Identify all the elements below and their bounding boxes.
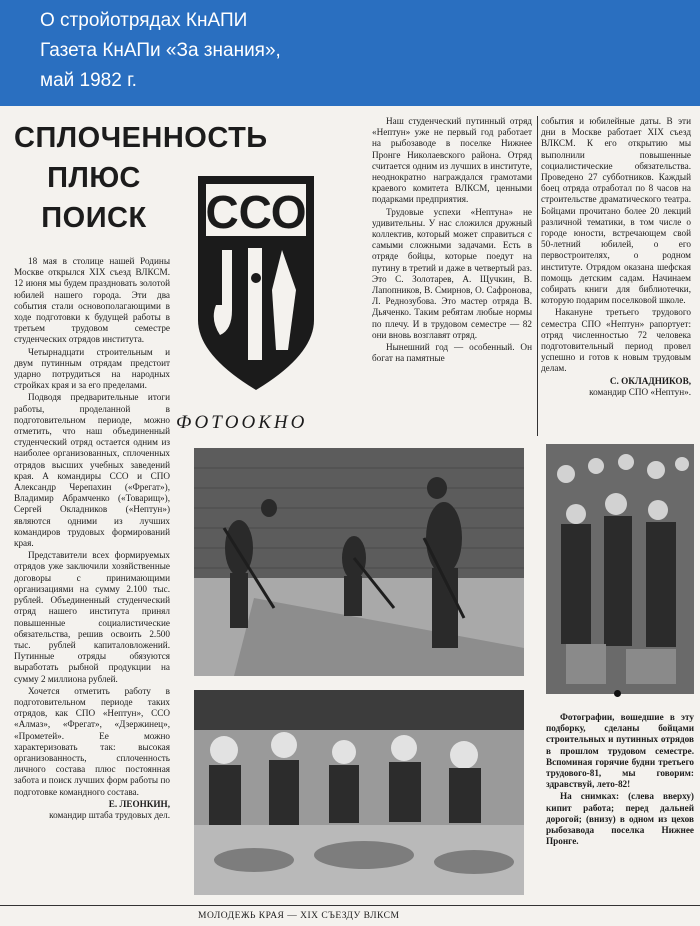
emblem-letters: ССО: [205, 186, 307, 238]
article-neptun-continued-paragraph: события и юбилейные даты. В эти дни в Москве работает XIX съезд ВЛКСМ. К его открытию мы выполнили повышенные социалистические обязательства. Проведено 27 субботников. Каждый боец отряда отработал по 8 часов на строительстве драматического театра. Бойцами прочитано более 20 лекций различной тематики, в том числе о городе юности, встречающем свой 50-летний юбилей, о его первостроителях, о родном институте. Отрядом оказана шефская помощь детским садам. Начинаем собирать книги для библиотечки, которую подарим поселковой школе.: [541, 116, 691, 306]
article-main-signature: Е. ЛЕОНКИН,: [108, 798, 170, 809]
article-main-paragraph: 18 мая в столице нашей Родины Москве открылся XIX съезд ВЛКСМ. 12 июня мы будем праздновать золотой юбилей нашего города. Эти два события стали основополагающими в ходе подготовки к будущей работы в третьем трудовом семестре студенческих отрядов института.: [14, 256, 170, 345]
article-main-paragraph: Представители всех формируемых отрядов уже заключили хозяйственные договоры с принимающими организациями на сумму 2.100 тыс. рублей. Объединенный студенческий отряд нашего института принял повышенные социалистические обязательства, решив освоить 2.500 тыс. рублей капиталовложений. Путинные отряды обязуются выработать рыбной продукции на сумму 2 миллиона рублей.: [14, 550, 170, 684]
photo-caption-column: [546, 712, 694, 892]
article-neptun-paragraph: Трудовые успехи «Нептуна» не удивительны. У нас сложился дружный коллектив, который может справиться с самыми сложными задачами. Есть в отряде бойцы, которые поедут на путину в третий и даже в четвертый раз. Это С. Золотарев, А. Щучкин, В. Лапопников, В. Смирнов, О. Сафронова, Л. Реднозубова. Это мастер отряда В. Дьяченко. Таким ребятам любые нормы по плечу. И в трудовом семестре — 82 они вновь возглавят отряд.: [372, 206, 532, 340]
banner-line-3: май 1982 г.: [40, 70, 137, 91]
caption-banner: [0, 0, 700, 106]
photo-caption-text: Фотографии, вошедшие в эту подборку, сделаны бойцами строительных и путинных отрядов в прошлом трудовом семестре. Вспоминая горячие будни третьего трудового-81, мы говорим: здравствуй, лето-82!: [546, 712, 694, 790]
banner-line-2: Газета КнАПи «За знания»,: [40, 40, 281, 61]
article-main-paragraph: Подводя предварительные итоги работы, проделанной в подготовительном периоде, можно отметить, что наш объединенный студенческий отряд остается одним из наиболее организованных, сплоченных отрядов высших учебных заведений края. А командиры ССО и СПО Александр Черепахин («Фрегат»), Владимир Абрамченко («Товарищ»), Сергей Окладников («Нептун») являются одними из лучших командиров трудовых формирований края.: [14, 392, 170, 549]
photo-marker: [614, 690, 621, 697]
article-neptun-continued-paragraph: Накануне третьего трудового семестра СПО «Нептун» рапортует: отряд численностью 72 человека подготовительный период провел успешно и готов к новым трудовым делам.: [541, 307, 691, 374]
photo-departure-crowd: [546, 444, 694, 694]
photo-caption-list: На снимках: (слева вверху) кипит работа; перед дальней дорогой; (внизу) в одном из цехов рыбозавода поселка Нижнее Пронге.: [546, 791, 694, 847]
article-neptun-continued-column: [541, 116, 691, 436]
article-neptun-paragraph: Наш студенческий путинный отряд «Нептун» уже не первый год работает на рыбозаводе в поселке Нижнее Пронге Николаевского района. Отряд считается одним из лучших в институте, неоднократно награждался грамотами краевого комитета ВЛКСМ, ценными подарками предприятия.: [372, 116, 532, 205]
headline-line-1: СПЛОЧЕННОСТЬ: [14, 122, 268, 154]
article-neptun-paragraph: Нынешний год — особенный. Он богат на памятные: [372, 342, 532, 364]
headline-line-2: ПЛЮС: [47, 162, 141, 194]
sso-emblem: [192, 170, 320, 395]
page-footer: МОЛОДЕЖЬ КРАЯ — XIX СЪЕЗДУ ВЛКСМ: [198, 911, 400, 921]
article-neptun-column: [372, 116, 532, 431]
article-main-signature-role: командир штаба трудовых дел.: [49, 809, 170, 820]
footer-rule: [0, 905, 700, 906]
banner-line-1: О стройотрядах КнАПИ: [40, 10, 248, 31]
article-main-column: [14, 256, 170, 901]
article-main-paragraph: Хочется отметить работу в подготовительном периоде таких отрядов, как СПО «Нептун», ССО «Алмаз», «Фрегат», «Дзержинец», «Прометей». Ее можно характеризовать так: высокая организованность, сплоченность личного состава плюс постоянная забота и поиск лучших форм работы по подготовке командного состава.: [14, 685, 170, 797]
article-neptun-signature: С. ОКЛАДНИКОВ,: [609, 375, 691, 386]
headline-line-3: ПОИСК: [41, 202, 147, 234]
column-divider: [537, 116, 538, 436]
article-main-paragraph: Четырнадцати строительным и двум путинным отрядам предстоит ударно потрудиться на народных стройках края и за его пределами.: [14, 346, 170, 391]
photo-fish-factory: [194, 690, 524, 895]
fotookno-heading: ФОТООКНО: [176, 412, 308, 433]
photo-construction-work: [194, 448, 524, 676]
article-neptun-signature-role: командир СПО «Нептун».: [589, 386, 691, 397]
